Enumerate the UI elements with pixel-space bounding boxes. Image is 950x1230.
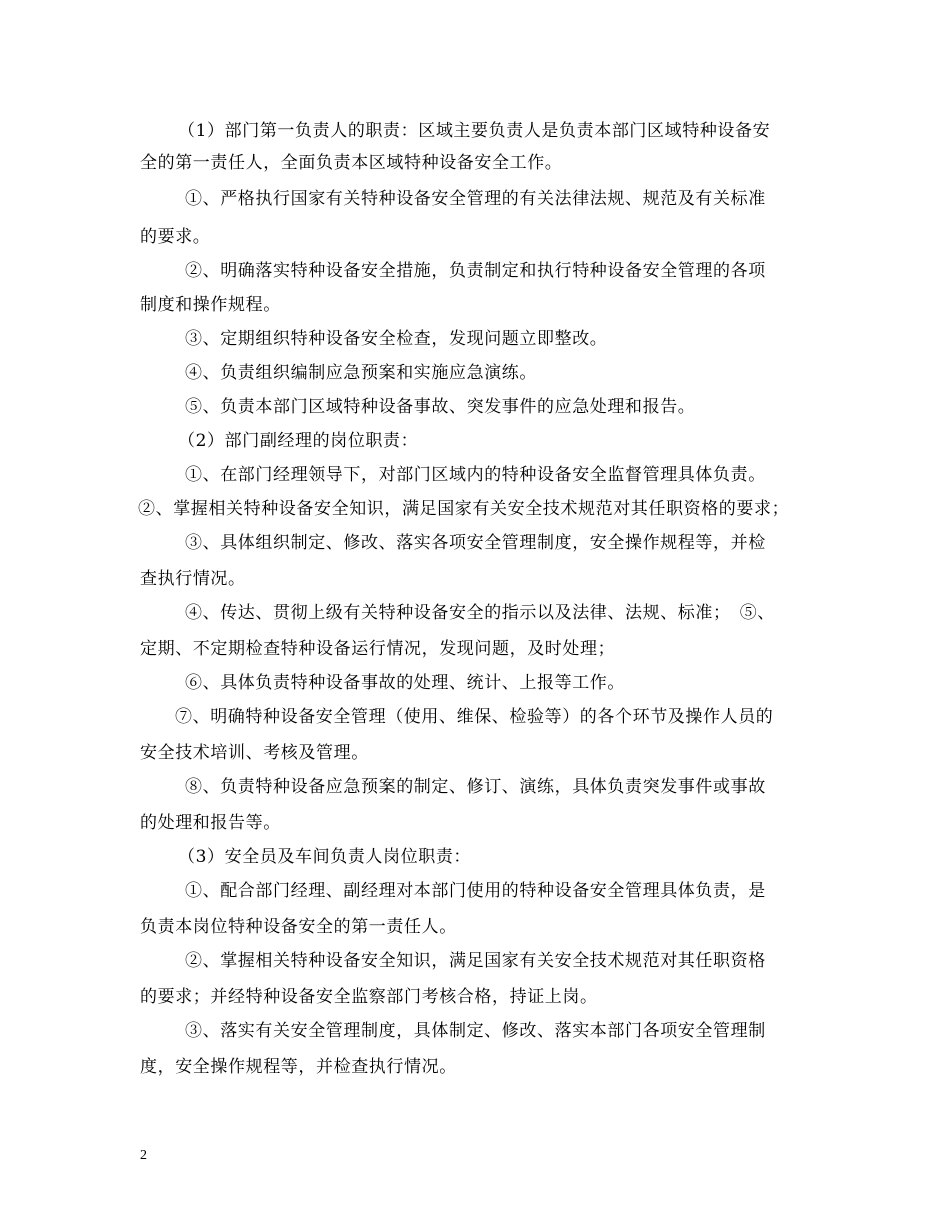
text-line: 制度和操作规程。 bbox=[140, 295, 281, 315]
text-line: ②、明确落实特种设备安全措施，负责制定和执行特种设备安全管理的各项 bbox=[185, 261, 766, 281]
text-line: ④、负责组织编制应急预案和实施应急演练。 bbox=[185, 363, 537, 383]
text-line: ②、掌握相关特种设备安全知识，满足国家有关安全技术规范对其任职资格的要求； bbox=[138, 499, 790, 519]
page-number: 2 bbox=[140, 1148, 147, 1163]
text-line: ⑧、负责特种设备应急预案的制定、修订、演练，具体负责突发事件或事故 bbox=[185, 777, 766, 797]
text-line: （2）部门副经理的岗位职责： bbox=[178, 431, 419, 451]
text-line: ③、具体组织制定、修改、落实各项安全管理制度，安全操作规程等，并检 bbox=[185, 533, 766, 553]
text-line: ②、掌握相关特种设备安全知识，满足国家有关安全技术规范对其任职资格 bbox=[185, 951, 766, 971]
text-line: 安全技术培训、考核及管理。 bbox=[140, 743, 369, 763]
text-line: （1）部门第一负责人的职责：区域主要负责人是负责本部门区域特种设备安 bbox=[178, 121, 771, 141]
text-line: 的要求。 bbox=[140, 227, 211, 247]
text-line: 的处理和报告等。 bbox=[140, 813, 281, 833]
text-line: （3）安全员及车间负责人岗位职责： bbox=[178, 847, 472, 867]
text-line: ①、严格执行国家有关特种设备安全管理的有关法律法规、规范及有关标准 bbox=[185, 189, 766, 209]
text-line: ⑤、负责本部门区域特种设备事故、突发事件的应急处理和报告。 bbox=[185, 397, 696, 417]
text-line: ⑥、具体负责特种设备事故的处理、统计、上报等工作。 bbox=[185, 673, 625, 693]
text-line: ④、传达、贯彻上级有关特种设备安全的指示以及法律、法规、标准； ⑤、 bbox=[185, 603, 775, 623]
text-line: ①、配合部门经理、副经理对本部门使用的特种设备安全管理具体负责，是 bbox=[185, 881, 766, 901]
text-line: ①、在部门经理领导下，对部门区域内的特种设备安全监督管理具体负责。 bbox=[185, 465, 766, 485]
text-line: 负责本岗位特种设备安全的第一责任人。 bbox=[140, 917, 457, 937]
text-line: 的要求；并经特种设备安全监察部门考核合格，持证上岗。 bbox=[140, 987, 598, 1007]
text-line: 度，安全操作规程等，并检查执行情况。 bbox=[140, 1057, 457, 1077]
text-line: 查执行情况。 bbox=[140, 569, 246, 589]
text-line: ③、落实有关安全管理制度，具体制定、修改、落实本部门各项安全管理制 bbox=[185, 1021, 766, 1041]
text-line: 定期、不定期检查特种设备运行情况，发现问题，及时处理； bbox=[140, 639, 616, 659]
text-line: ⑦、明确特种设备安全管理（使用、维保、检验等）的各个环节及操作人员的 bbox=[175, 707, 774, 727]
text-line: 全的第一责任人，全面负责本区域特种设备安全工作。 bbox=[140, 153, 563, 173]
text-line: ③、定期组织特种设备安全检查，发现问题立即整改。 bbox=[185, 329, 608, 349]
